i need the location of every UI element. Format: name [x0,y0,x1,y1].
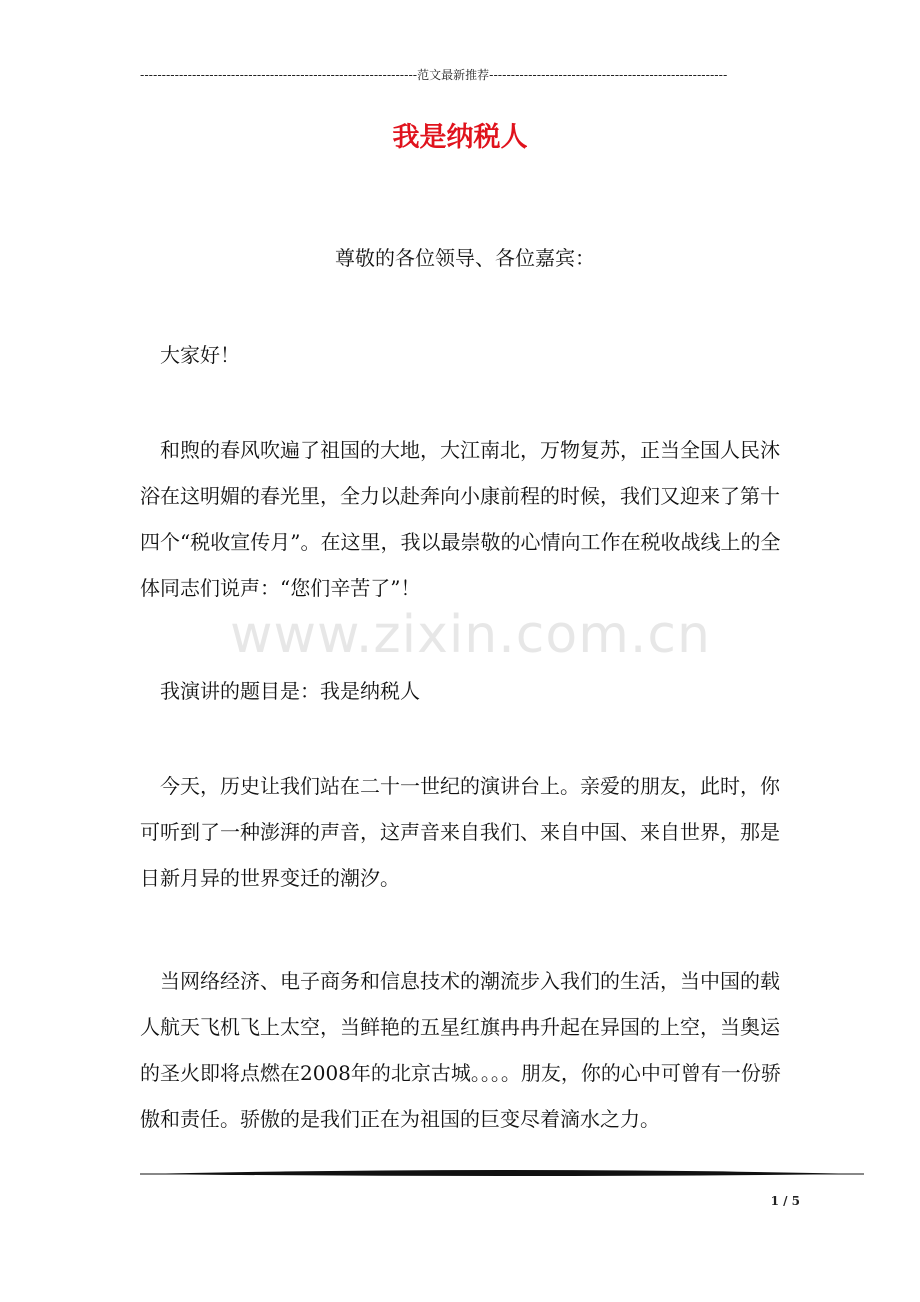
greeting: 大家好！ [160,343,240,367]
document-title: 我是纳税人 [392,122,528,153]
body-paragraph: 和煦的春风吹遍了祖国的大地，大江南北，万物复苏，正当全国人民沐浴在这明媚的春光里，全力以赴奔向小康前程的时候，我们又迎来了第十四个“税收宣传月”。在这里，我以最崇敬的心情向工作在税收战线上的全体同志们说声：“您们辛苦了”！ [140,438,781,600]
page-number: 1 / 5 [770,1194,800,1208]
header-banner: ----------------------------------------------------------------范文最新推荐------------------------------------------------------- [140,68,728,82]
body-paragraph: 当网络经济、电子商务和信息技术的潮流步入我们的生活，当中国的载人航天飞机飞上太空，当鲜艳的五星红旗冉冉升起在异国的上空，当奥运的圣火即将点燃在2008年的北京古城。。。。朋友，你的心中可曾有一份骄傲和责任。骄傲的是我们正在为祖国的巨变尽着滴水之力。 [140,969,781,1131]
footer-divider [140,1168,864,1180]
speech-topic: 我演讲的题目是：我是纳税人 [160,679,420,703]
watermark: www.zixin.com.cn [230,605,711,665]
salutation: 尊敬的各位领导、各位嘉宾： [335,246,595,270]
body-paragraph: 今天，历史让我们站在二十一世纪的演讲台上。亲爱的朋友，此时，你可听到了一种澎湃的声音，这声音来自我们、来自中国、来自世界，那是日新月异的世界变迁的潮汐。 [140,774,780,890]
